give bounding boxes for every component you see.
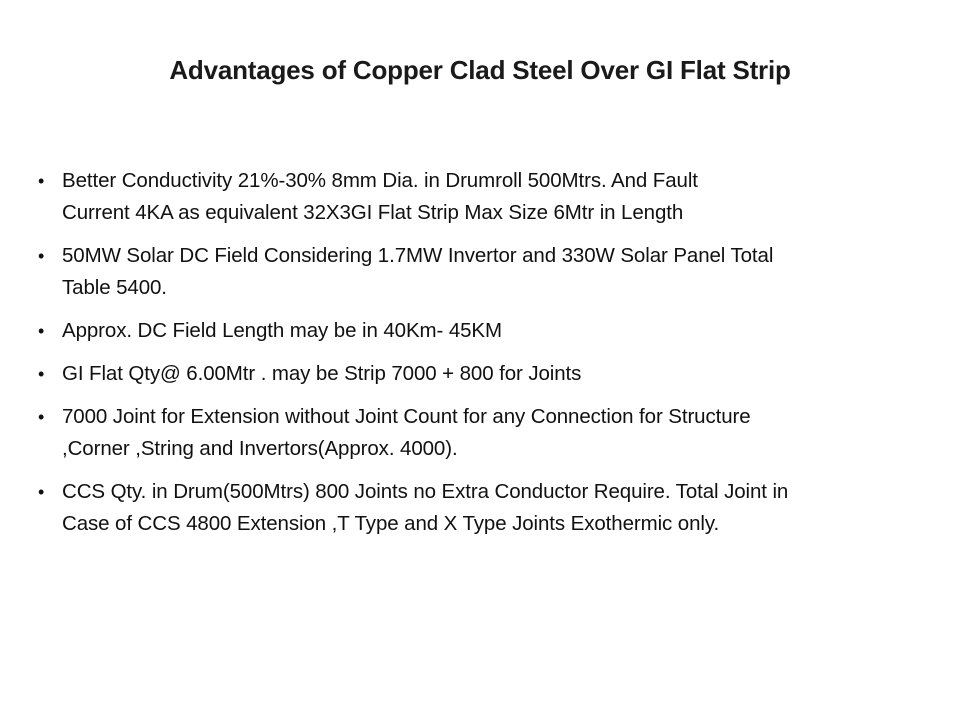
bullet-item xyxy=(38,476,938,540)
bullet-text-line: CCS Qty. in Drum(500Mtrs) 800 Joints no Extra Conductor Require. Total Joint in xyxy=(62,480,789,503)
bullet-text-line: Current 4KA as equivalent 32X3GI Flat Strip Max Size 6Mtr in Length xyxy=(62,201,684,224)
bullet-dot-icon: • xyxy=(38,171,45,191)
bullet-text-line: GI Flat Qty@ 6.00Mtr . may be Strip 7000 + 800 for Joints xyxy=(62,362,582,385)
bullet-dot-icon: • xyxy=(38,364,45,384)
bullet-text-line: ,Corner ,String and Invertors(Approx. 4000). xyxy=(62,437,458,460)
bullet-list xyxy=(38,165,938,551)
bullet-item xyxy=(38,401,938,465)
bullet-text-line: Case of CCS 4800 Extension ,T Type and X Type Joints Exothermic only. xyxy=(62,512,720,535)
bullet-item xyxy=(38,358,938,390)
bullet-text-line: Better Conductivity 21%-30% 8mm Dia. in Drumroll 500Mtrs. And Fault xyxy=(62,169,698,192)
bullet-text-line: Table 5400. xyxy=(62,276,167,299)
bullet-text-line: 50MW Solar DC Field Considering 1.7MW Invertor and 330W Solar Panel Total xyxy=(62,244,774,267)
bullet-text-line: 7000 Joint for Extension without Joint Count for any Connection for Structure xyxy=(62,405,751,428)
bullet-item xyxy=(38,315,938,347)
bullet-text-line: Approx. DC Field Length may be in 40Km- 45KM xyxy=(62,319,502,342)
bullet-dot-icon: • xyxy=(38,407,45,427)
bullet-dot-icon: • xyxy=(38,482,45,502)
bullet-dot-icon: • xyxy=(38,246,45,266)
bullet-item xyxy=(38,240,938,304)
slide-title: Advantages of Copper Clad Steel Over GI Flat Strip xyxy=(169,55,791,85)
bullet-dot-icon: • xyxy=(38,321,45,341)
bullet-item xyxy=(38,165,938,229)
